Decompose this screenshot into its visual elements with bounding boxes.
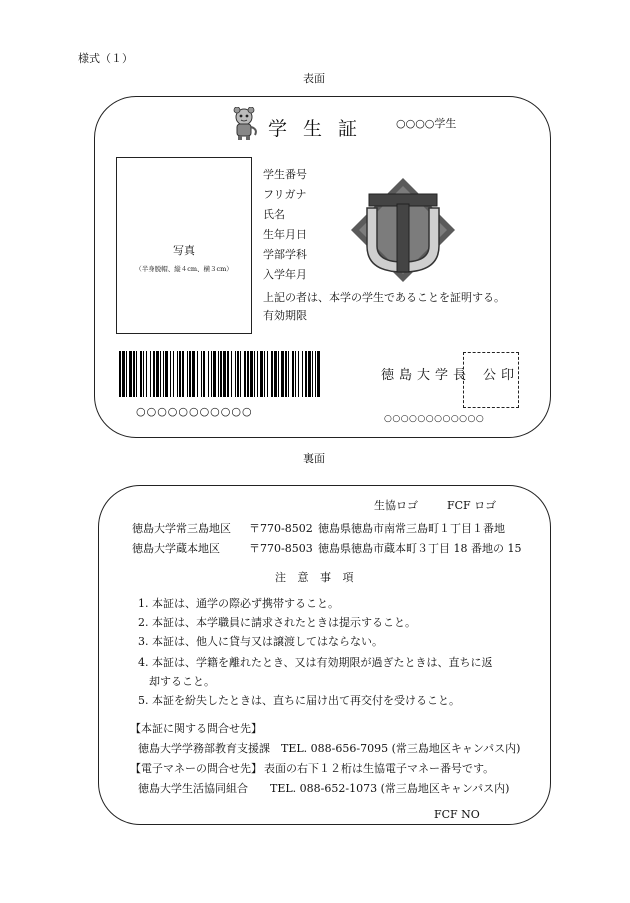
field-student-number: 学生番号	[263, 168, 307, 181]
notice-item-continued: 却すること。	[149, 675, 215, 688]
barcode-bar	[295, 351, 296, 397]
barcode-bar	[220, 351, 222, 397]
barcode-bar	[227, 351, 229, 397]
barcode-bar	[179, 351, 181, 397]
form-number: 様式（１）	[78, 52, 133, 65]
e-money-number: ○○○○○○○○○○○○	[384, 414, 485, 424]
field-validity: 有効期限	[263, 309, 307, 322]
barcode-bar	[203, 351, 205, 397]
barcode-bar	[208, 351, 209, 397]
barcode-bar	[160, 351, 161, 397]
president-title: 徳島大学長	[381, 368, 472, 383]
notice-item: 4. 本証は、学籍を離れたとき、又は有効期限が過ぎたときは、直ちに返	[138, 656, 493, 669]
barcode-bar	[298, 351, 299, 397]
barcode-bar	[285, 351, 287, 397]
photo-area	[116, 157, 252, 334]
field-furigana: フリガナ	[263, 188, 307, 201]
barcode-bar	[122, 351, 125, 397]
coop-logo-placeholder: 生協ロゴ	[374, 499, 418, 512]
barcode-bar	[247, 351, 249, 397]
barcode-bar	[231, 351, 232, 397]
campus-name: 徳島大学蔵本地区	[132, 542, 220, 555]
barcode-bar	[278, 351, 279, 397]
barcode-bar	[182, 351, 184, 397]
barcode-bar	[140, 351, 142, 397]
barcode-bar	[146, 351, 147, 397]
student-category: ○○○○学生	[396, 117, 457, 130]
barcode-bar	[170, 351, 171, 397]
barcode-bar	[254, 351, 255, 397]
barcode-bar	[213, 351, 216, 397]
barcode-bar	[153, 351, 155, 397]
barcode-bar	[156, 351, 159, 397]
barcode-bar	[129, 351, 132, 397]
barcode-bar	[281, 351, 284, 397]
barcode-bar	[250, 351, 253, 397]
barcode-number: ○○○○○○○○○○○	[136, 405, 253, 418]
barcode-bar	[267, 351, 268, 397]
fcf-number: FCF NO	[434, 808, 480, 821]
card-title: 学生証	[268, 118, 374, 140]
e-money-header: 【電子マネーの問合せ先】	[130, 762, 262, 775]
inquiry-header: 【本証に関する問合せ先】	[130, 722, 262, 735]
campus-postal: 〒770-8502	[249, 522, 313, 535]
barcode-bar	[189, 351, 191, 397]
certification-text: 上記の者は、本学の学生であることを証明する。	[263, 291, 505, 304]
barcode-bar	[308, 351, 311, 397]
barcode-bar	[235, 351, 236, 397]
field-name: 氏名	[263, 208, 285, 221]
barcode-bar	[187, 351, 188, 397]
barcode-bar	[292, 351, 294, 397]
field-faculty: 学部学科	[263, 248, 307, 261]
barcode-bar	[163, 351, 164, 397]
front-side-label: 表面	[303, 72, 325, 85]
photo-note: （半身脱帽、縦４cm、横３cm）	[135, 265, 233, 273]
barcode-bar	[264, 351, 265, 397]
barcode-bar	[237, 351, 239, 397]
barcode-bar	[223, 351, 226, 397]
university-logo-icon	[349, 176, 457, 284]
official-seal-label: 公印	[483, 368, 520, 383]
field-birthdate: 生年月日	[263, 228, 307, 241]
inquiry-contact: 徳島大学学務部教育支援課 TEL. 088-656-7095 (常三島地区キャンパス内)	[138, 742, 521, 755]
barcode-bar	[165, 351, 168, 397]
barcode-bar	[288, 351, 289, 397]
barcode-bar	[119, 351, 121, 397]
notice-item: 5. 本証を紛失したときは、直ちに届け出て再交付を受けること。	[138, 694, 460, 707]
field-enrollment: 入学年月	[263, 268, 307, 281]
barcode-bar	[136, 351, 137, 397]
notice-item: 3. 本証は、他人に貸与又は譲渡してはならない。	[138, 635, 383, 648]
campus-address: 徳島県徳島市蔵本町３丁目 18 番地の 15	[318, 542, 522, 555]
back-side-label: 裏面	[303, 452, 325, 465]
barcode-bar	[201, 351, 202, 397]
notice-title: 注 意 事 項	[275, 571, 358, 584]
barcode-bar	[302, 351, 303, 397]
photo-label: 写真	[173, 244, 195, 257]
barcode-bar	[257, 351, 258, 397]
barcode-bar	[315, 351, 316, 397]
barcode-bar	[133, 351, 135, 397]
barcode-bar	[244, 351, 246, 397]
e-money-note: 表面の右下１２桁は生協電子マネー番号です。	[264, 762, 495, 775]
barcode-bar	[173, 351, 174, 397]
barcode-bar	[192, 351, 195, 397]
barcode-bar	[305, 351, 307, 397]
barcode-bar	[143, 351, 144, 397]
barcode-bar	[312, 351, 313, 397]
notice-item: 2. 本証は、本学職員に請求されたときは提示すること。	[138, 616, 416, 629]
barcode-bar	[240, 351, 241, 397]
campus-name: 徳島大学常三島地区	[132, 522, 231, 535]
barcode-bar	[197, 351, 198, 397]
barcode-bar	[211, 351, 212, 397]
campus-address: 徳島県徳島市南常三島町１丁目１番地	[318, 522, 505, 535]
barcode-bar	[150, 351, 151, 397]
barcode-bar	[317, 351, 320, 397]
barcode	[119, 351, 320, 397]
notice-item: 1. 本証は、通学の際必ず携帯すること。	[138, 597, 339, 610]
barcode-bar	[218, 351, 219, 397]
barcode-bar	[260, 351, 263, 397]
campus-postal: 〒770-8503	[249, 542, 313, 555]
barcode-bar	[177, 351, 178, 397]
mascot-icon	[228, 107, 260, 141]
barcode-bar	[271, 351, 273, 397]
coop-contact: 徳島大学生活協同組合 TEL. 088-652-1073 (常三島地区キャンパス内)	[138, 782, 510, 795]
fcf-logo-placeholder: FCF ロゴ	[447, 499, 497, 512]
barcode-bar	[126, 351, 127, 397]
barcode-bar	[274, 351, 277, 397]
